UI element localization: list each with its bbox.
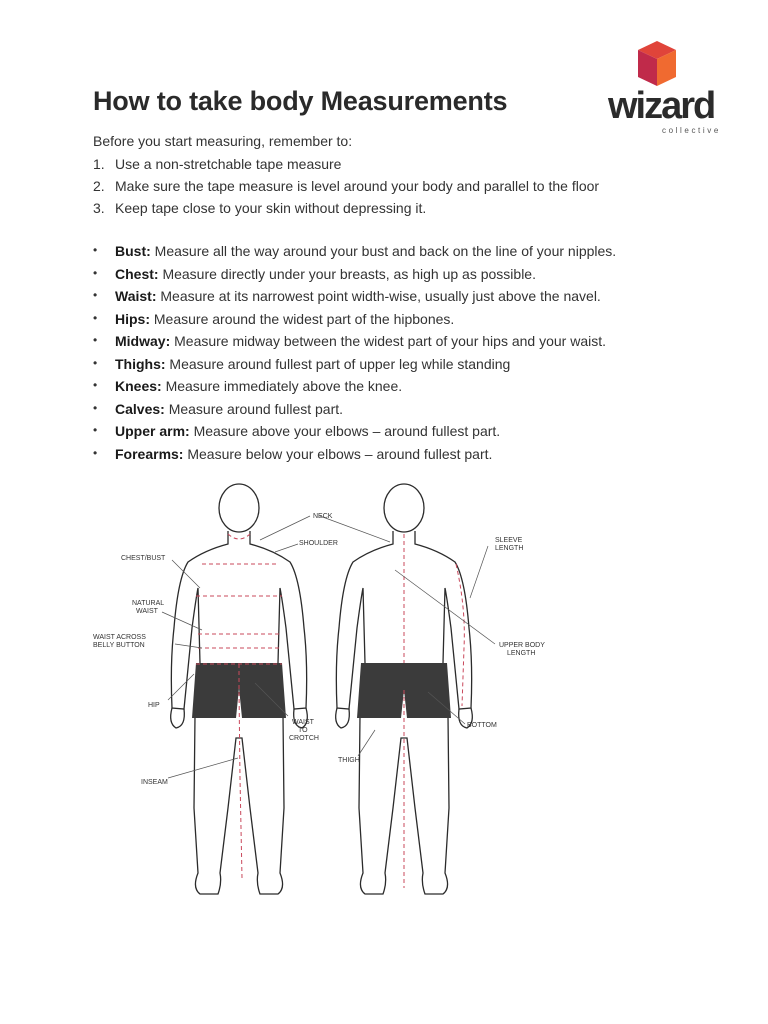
list-item bbox=[93, 263, 616, 286]
measurement-desc: Measure around fullest part. bbox=[164, 400, 344, 417]
label-waist-belly-1: WAIST ACROSS bbox=[93, 634, 146, 641]
measurement-desc: Measure directly under your breasts, as high up as possible. bbox=[158, 265, 536, 282]
measurement-desc: Measure midway between the widest part of your hips and your waist. bbox=[170, 333, 607, 349]
label-inseam: INSEAM bbox=[141, 779, 168, 786]
logo-wordmark: wizard bbox=[608, 85, 715, 127]
bullet-icon: • bbox=[93, 400, 98, 415]
step-text: Make sure the tape measure is level around your body and parallel to the floor bbox=[115, 178, 600, 194]
measurement-term: Waist: bbox=[115, 288, 157, 304]
bullet-icon: • bbox=[93, 378, 98, 392]
bullet-icon: • bbox=[93, 310, 98, 325]
label-sleeve-2: LENGTH bbox=[495, 545, 524, 552]
measurement-term: Bust: bbox=[115, 243, 151, 259]
label-thigh: THIGH bbox=[338, 757, 360, 764]
measurement-term: Calves: bbox=[115, 400, 165, 417]
front-head bbox=[219, 484, 259, 532]
measurement-desc: Measure all the way around your bust and back on the line of your nipples. bbox=[150, 243, 617, 259]
measurement-desc: Measure at its narrowest point width-wise, usually just above the navel. bbox=[156, 288, 601, 304]
list-item bbox=[93, 375, 616, 398]
page-title: How to take body Measurements bbox=[93, 86, 508, 116]
label-shoulder: SHOULDER bbox=[299, 540, 338, 547]
label-hip: HIP bbox=[148, 702, 160, 709]
bullet-icon: • bbox=[93, 288, 98, 302]
back-head bbox=[384, 484, 424, 532]
bullet-icon: • bbox=[93, 445, 98, 460]
label-chest-bust: CHEST/BUST bbox=[121, 555, 166, 562]
measurement-term: Thighs: bbox=[115, 355, 166, 372]
step-number: 3. bbox=[93, 200, 105, 216]
list-item bbox=[93, 330, 616, 353]
bullet-icon: • bbox=[93, 265, 98, 280]
label-waist-crotch-3: CROTCH bbox=[289, 735, 319, 742]
measurement-desc: Measure immediately above the knee. bbox=[161, 378, 403, 394]
measurement-term: Upper arm: bbox=[115, 423, 190, 439]
step-number: 1. bbox=[93, 156, 105, 172]
list-item bbox=[93, 420, 616, 443]
label-bottom: BOTTOM bbox=[467, 722, 497, 729]
list-item bbox=[93, 443, 616, 466]
measurement-desc: Measure below your elbows – around fullest part. bbox=[183, 445, 493, 462]
measurement-term: Hips: bbox=[115, 310, 150, 327]
back-left-hand bbox=[336, 708, 350, 728]
list-item bbox=[93, 240, 616, 263]
label-natural-waist-1: NATURAL bbox=[132, 600, 165, 607]
intro-text: Before you start measuring, remember to: bbox=[93, 133, 353, 149]
label-waist-belly-2: BELLY BUTTON bbox=[93, 642, 145, 649]
label-upper-body-1: UPPER BODY bbox=[499, 642, 545, 649]
list-item bbox=[93, 353, 616, 376]
logo-subtitle: collective bbox=[662, 126, 721, 135]
step-text: Keep tape close to your skin without depressing it. bbox=[115, 200, 427, 216]
bullet-icon: • bbox=[93, 243, 98, 257]
label-waist-crotch-2: TO bbox=[298, 727, 308, 734]
list-item bbox=[93, 175, 599, 197]
step-text: Use a non-stretchable tape measure bbox=[115, 156, 342, 172]
label-sleeve-1: SLEEVE bbox=[495, 537, 523, 544]
measurement-term: Midway: bbox=[115, 333, 171, 349]
back-leader-lines bbox=[320, 516, 495, 756]
bullet-icon: • bbox=[93, 355, 98, 370]
measurement-desc: Measure around the widest part of the hipbones. bbox=[150, 310, 455, 327]
measurement-term: Knees: bbox=[115, 378, 162, 394]
label-waist-crotch-1: WAIST bbox=[292, 719, 314, 726]
measurement-list bbox=[93, 240, 616, 465]
label-upper-body-2: LENGTH bbox=[507, 650, 536, 657]
measurement-term: Chest: bbox=[115, 265, 159, 282]
step-number: 2. bbox=[93, 178, 105, 194]
label-neck: NECK bbox=[313, 513, 333, 520]
front-body-outline bbox=[171, 531, 306, 894]
measurement-term: Forearms: bbox=[115, 445, 184, 462]
diagram-labels bbox=[93, 513, 545, 786]
list-item bbox=[93, 285, 616, 308]
list-item bbox=[93, 398, 616, 421]
brand-logo bbox=[604, 40, 724, 136]
measurement-desc: Measure above your elbows – around fullest part. bbox=[189, 423, 501, 439]
steps-list bbox=[93, 153, 599, 219]
front-left-hand bbox=[171, 708, 185, 728]
list-item bbox=[93, 197, 599, 219]
list-item bbox=[93, 308, 616, 331]
label-natural-waist-2: WAIST bbox=[136, 608, 158, 615]
bullet-icon: • bbox=[93, 423, 98, 437]
list-item bbox=[93, 153, 599, 175]
bullet-icon: • bbox=[93, 333, 98, 347]
measurement-desc: Measure around fullest part of upper leg while standing bbox=[165, 355, 511, 372]
body-measurement-diagram bbox=[93, 478, 545, 908]
